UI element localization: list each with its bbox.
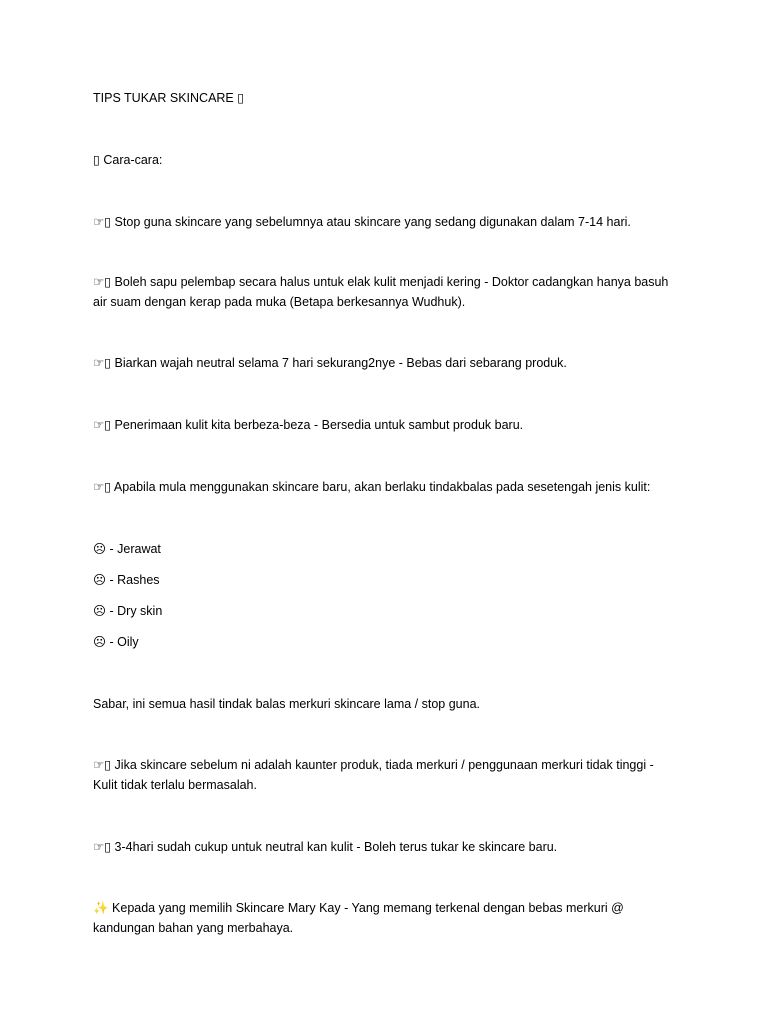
point-stop-guna: ☞▯ Stop guna skincare yang sebelumnya atau skincare yang sedang digunakan dalam 7-14 hari. — [93, 215, 631, 229]
document-title: TIPS TUKAR SKINCARE ▯ — [93, 91, 245, 105]
reaction-jerawat: ☹ - Jerawat — [93, 542, 161, 556]
point-wajah-neutral: ☞▯ Biarkan wajah neutral selama 7 hari sekurang2nye - Bebas dari sebarang produk. — [93, 356, 567, 370]
document-page — [93, 0, 683, 1024]
note-sabar: Sabar, ini semua hasil tindak balas merkuri skincare lama / stop guna. — [93, 697, 480, 711]
point-neutral-kulit: ☞▯ 3-4hari sudah cukup untuk neutral kan kulit - Boleh terus tukar ke skincare baru. — [93, 840, 558, 854]
subheading-cara-cara: ▯ Cara-cara: — [93, 153, 163, 167]
point-kaunter-produk: ☞▯ Jika skincare sebelum ni adalah kaunter produk, tiada merkuri / penggunaan merkuri tidak tinggi - Kulit tidak terlalu bermasalah. — [93, 758, 654, 792]
reaction-oily: ☹ - Oily — [93, 635, 139, 649]
point-penerimaan-kulit: ☞▯ Penerimaan kulit kita berbeza-beza - Bersedia untuk sambut produk baru. — [93, 418, 524, 432]
reaction-dry-skin: ☹ - Dry skin — [93, 604, 163, 618]
point-pelembap: ☞▯ Boleh sapu pelembap secara halus untuk elak kulit menjadi kering - Doktor cadangkan hanya basuh air suam dengan kerap pada muka (Betapa berkesannya Wudhuk). — [93, 275, 669, 309]
reaction-rashes: ☹ - Rashes — [93, 573, 160, 587]
point-tindakbalas: ☞▯ Apabila mula menggunakan skincare baru, akan berlaku tindakbalas pada sesetengah jenis kulit: — [93, 480, 651, 494]
closing-mary-kay: ✨ Kepada yang memilih Skincare Mary Kay - Yang memang terkenal dengan bebas merkuri @ kandungan bahan yang merbahaya. — [93, 901, 624, 935]
